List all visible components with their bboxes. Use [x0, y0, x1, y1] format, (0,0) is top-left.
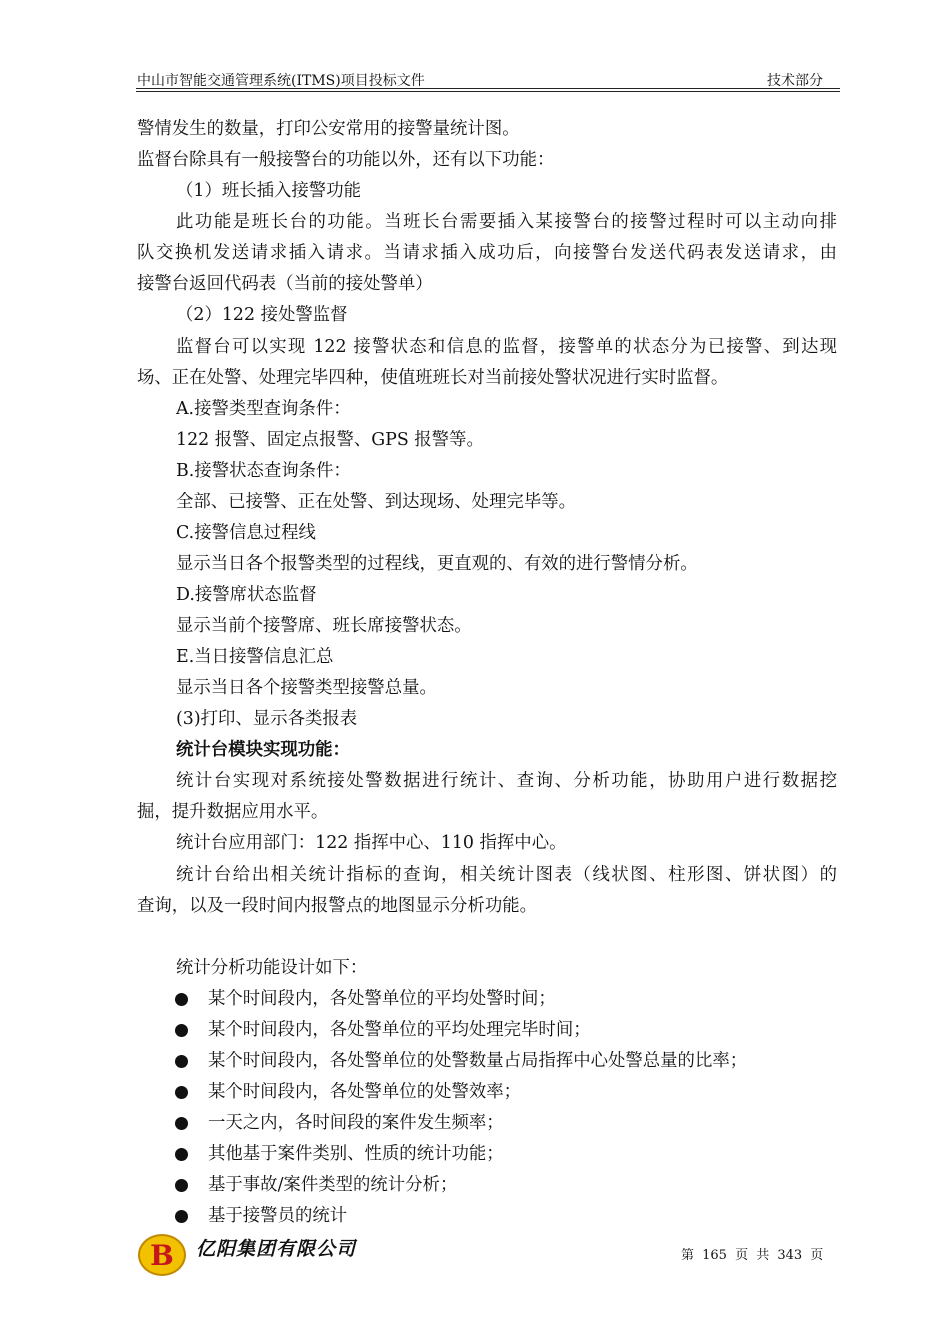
section-heading: （2）122 接处警监督: [176, 305, 348, 325]
body-line: 场、正在处警、处理完毕四种，使值班班长对当前接处警状况进行实时监督。: [137, 368, 729, 388]
body-line: 统计台应用部门：122 指挥中心、110 指挥中心。: [176, 833, 567, 853]
section-heading: （1）班长插入接警功能: [176, 181, 361, 201]
bullet-icon: [175, 1117, 188, 1130]
list-item: 基于事故/案件类型的统计分析；: [208, 1175, 458, 1195]
header-rule: [136, 88, 840, 89]
company-name: 亿阳集团有限公司: [196, 1238, 357, 1260]
body-line: 监督台除具有一般接警台的功能以外，还有以下功能：: [137, 150, 555, 170]
subsection-heading: E.当日接警信息汇总: [176, 647, 334, 667]
body-line: 接警台返回代码表（当前的接处警单）: [137, 274, 433, 294]
list-item: 某个时间段内，各处警单位的平均处警时间；: [208, 989, 556, 1009]
bullet-icon: [175, 1086, 188, 1099]
bullet-icon: [175, 1210, 188, 1223]
subsection-heading: B.接警状态查询条件：: [176, 461, 351, 481]
body-line: 此功能是班长台的功能。当班长台需要插入某接警台的接警过程时可以主动向排: [176, 212, 837, 232]
page-number: 第 165 页 共 343 页: [681, 1248, 824, 1263]
list-item: 其他基于案件类别、性质的统计功能；: [208, 1144, 504, 1164]
subsection-heading: D.接警席状态监督: [176, 585, 317, 605]
body-line: 统计台给出相关统计指标的查询，相关统计图表（线状图、柱形图、饼状图）的: [176, 865, 837, 885]
body-line: 显示当日各个接警类型接警总量。: [176, 678, 437, 698]
section-heading: (3)打印、显示各类报表: [176, 709, 358, 729]
body-line: 122 报警、固定点报警、GPS 报警等。: [176, 430, 484, 450]
body-line: 队交换机发送请求插入请求。当请求插入成功后，向接警台发送代码表发送请求，由: [137, 243, 837, 263]
header-rule-2: [136, 91, 840, 92]
body-line: 统计分析功能设计如下：: [176, 958, 368, 978]
bullet-icon: [175, 993, 188, 1006]
header-section: 技术部分: [767, 73, 823, 89]
list-item: 基于接警员的统计: [208, 1206, 348, 1226]
body-line: 掘，提升数据应用水平。: [137, 802, 329, 822]
logo-letter: B: [150, 1238, 174, 1272]
company-logo-icon: [138, 1234, 186, 1276]
body-line: 警情发生的数量，打印公安常用的接警量统计图。: [137, 119, 520, 139]
body-line: 全部、已接警、正在处警、到达现场、处理完毕等。: [176, 492, 576, 512]
body-line: 监督台可以实现 122 接警状态和信息的监督，接警单的状态分为已接警、到达现: [176, 337, 837, 357]
body-line: 显示当日各个报警类型的过程线，更直观的、有效的进行警情分析。: [176, 554, 698, 574]
bullet-icon: [175, 1055, 188, 1068]
body-line: 显示当前个接警席、班长席接警状态。: [176, 616, 472, 636]
subsection-heading: A.接警类型查询条件：: [176, 399, 351, 419]
list-item: 某个时间段内，各处警单位的平均处理完毕时间；: [208, 1020, 591, 1040]
bullet-icon: [175, 1179, 188, 1192]
body-line: 查询，以及一段时间内报警点的地图显示分析功能。: [137, 896, 537, 916]
bullet-icon: [175, 1148, 188, 1161]
list-item: 某个时间段内，各处警单位的处警数量占局指挥中心处警总量的比率；: [208, 1051, 748, 1071]
section-heading: 统计台模块实现功能：: [176, 740, 350, 760]
bullet-icon: [175, 1024, 188, 1037]
subsection-heading: C.接警信息过程线: [176, 523, 316, 543]
list-item: 某个时间段内，各处警单位的处警效率；: [208, 1082, 522, 1102]
list-item: 一天之内，各时间段的案件发生频率；: [208, 1113, 504, 1133]
header-title: 中山市智能交通管理系统(ITMS)项目投标文件: [137, 73, 425, 89]
body-line: 统计台实现对系统接处警数据进行统计、查询、分析功能，协助用户进行数据挖: [176, 771, 837, 791]
